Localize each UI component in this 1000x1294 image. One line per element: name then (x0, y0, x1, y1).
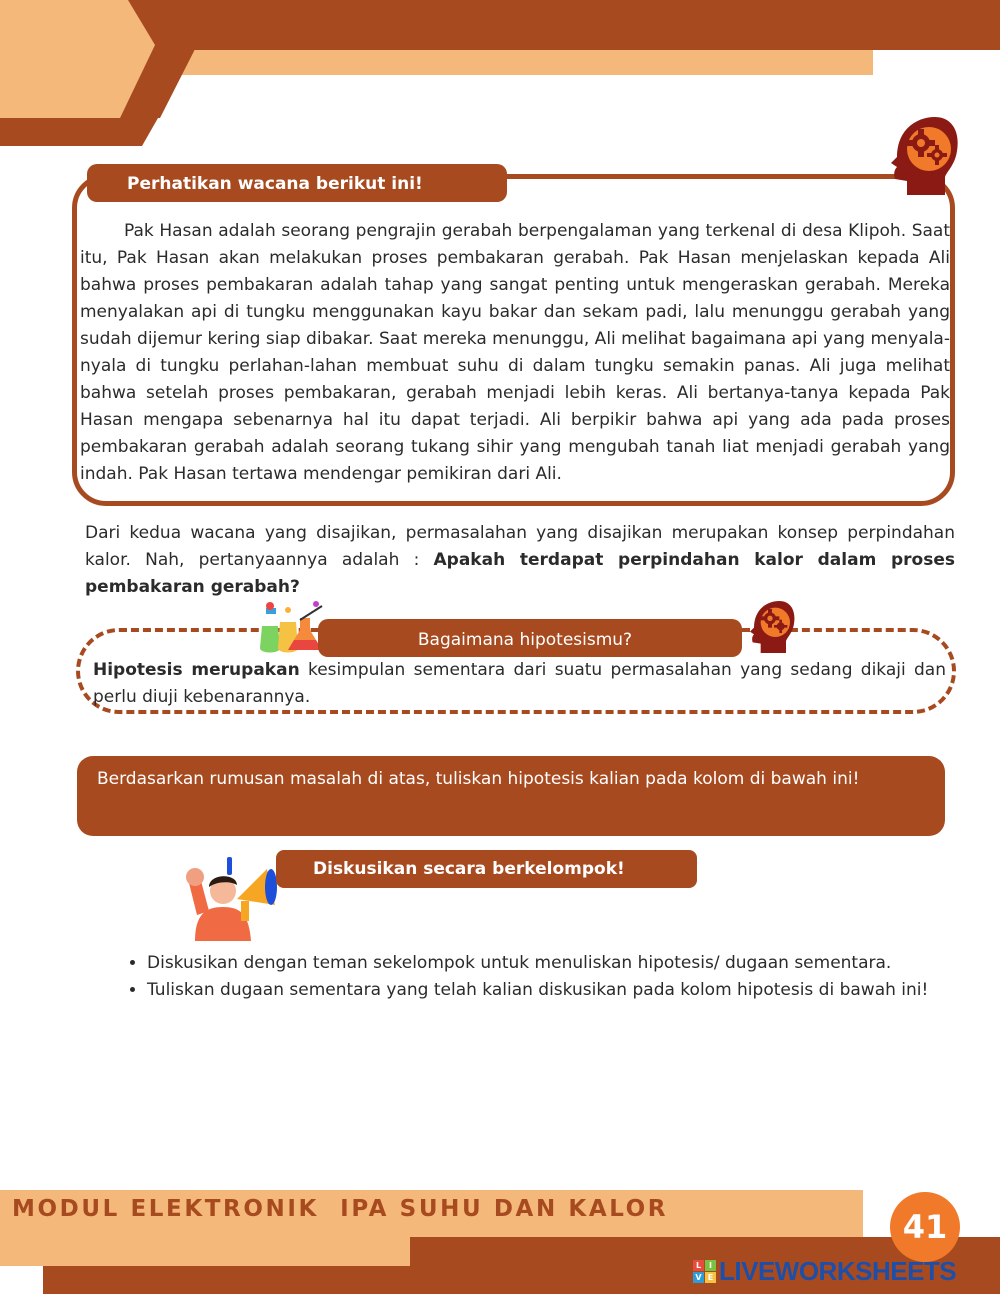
logo-letter-e: E (705, 1272, 716, 1283)
top-banner (0, 0, 1000, 150)
answer-prompt: Berdasarkan rumusan masalah di atas, tuliskan hipotesis kalian pada kolom di bawah ini! (97, 769, 860, 789)
footer (0, 1190, 1000, 1294)
problem-text: Dari kedua wacana yang disajikan, permasalahan yang disajikan merupakan konsep perpindahan kalor. Nah, pertanyaannya adalah : (85, 523, 955, 570)
footer-peach-band-lower (0, 1238, 410, 1266)
hypothesis-heading: Bagaimana hipotesismu? (318, 619, 742, 657)
reading-heading: Perhatikan wacana berikut ini! (87, 164, 507, 202)
logo-text: LIVEWORKSHEETS (719, 1255, 957, 1286)
brain-gear-icon-small (746, 598, 796, 658)
list-item: • Diskusikan dengan teman sekelompok untuk menuliskan hipotesis/ dugaan sementara. (147, 950, 1000, 977)
hypothesis-answer-box[interactable] (77, 756, 945, 836)
hypothesis-term: Hipotesis merupakan (93, 660, 300, 680)
page-number-badge (890, 1192, 960, 1262)
brain-gear-icon (885, 115, 960, 200)
footer-brown-edge (0, 1266, 43, 1294)
logo-letter-v: V (693, 1272, 704, 1283)
banner-strip-peach (150, 50, 873, 75)
megaphone-person-icon (183, 855, 283, 947)
module-title: MODUL ELEKTRONIK IPA SUHU DAN KALOR (12, 1196, 669, 1222)
discussion-list (105, 950, 1000, 1004)
logo-blocks (693, 1260, 716, 1283)
discussion-heading: Diskusikan secara berkelompok! (276, 850, 697, 888)
list-item: • Tuliskan dugaan sementara yang telah kalian diskusikan pada kolom hipotesis di bawah ini! (147, 977, 1000, 1004)
logo-letter-i: I (705, 1260, 716, 1271)
reading-body: Pak Hasan adalah seorang pengrajin gerabah berpengalaman yang terkenal di desa Klipoh. Saat itu, Pak Hasan akan melakukan proses pembakaran gerabah. Pak Hasan menjelaskan kepada Ali bahwa proses pembakaran adalah tahap yang sangat penting untuk mengeraskan gerabah. Mereka menyalakan api di tungku menggunakan kayu bakar dan sekam padi, lalu menunggu gerabah yang sudah dijemur kering siap dibakar. Saat mereka menunggu, Ali melihat bagaimana api yang menyala-nyala di tungku perlahan-lahan membuat suhu di dalam tungku semakin panas. Ali juga melihat bahwa setelah proses pembakaran, gerabah menjadi lebih keras. Ali bertanya-tanya kepada Pak Hasan mengapa sebenarnya hal itu dapat terjadi. Ali berpikir bahwa api yang ada pada proses pembakaran gerabah adalah seorang tukang sihir yang mengubah tanah liat menjadi gerabah yang indah. Pak Hasan tertawa mendengar pemikiran dari Ali. (80, 221, 950, 484)
hypothesis-definition-text: kesimpulan sementara dari suatu permasalahan yang sedang dikaji dan perlu diuji kebenarannya. (93, 660, 946, 707)
liveworksheets-logo[interactable] (693, 1256, 956, 1286)
problem-statement (85, 520, 955, 601)
page-number: 41 (902, 1208, 948, 1246)
banner-shape (0, 0, 220, 150)
logo-letter-l: L (693, 1260, 704, 1271)
hypothesis-definition (93, 657, 946, 711)
problem-question: Apakah terdapat perpindahan kalor dalam proses pembakaran gerabah? (85, 550, 955, 597)
